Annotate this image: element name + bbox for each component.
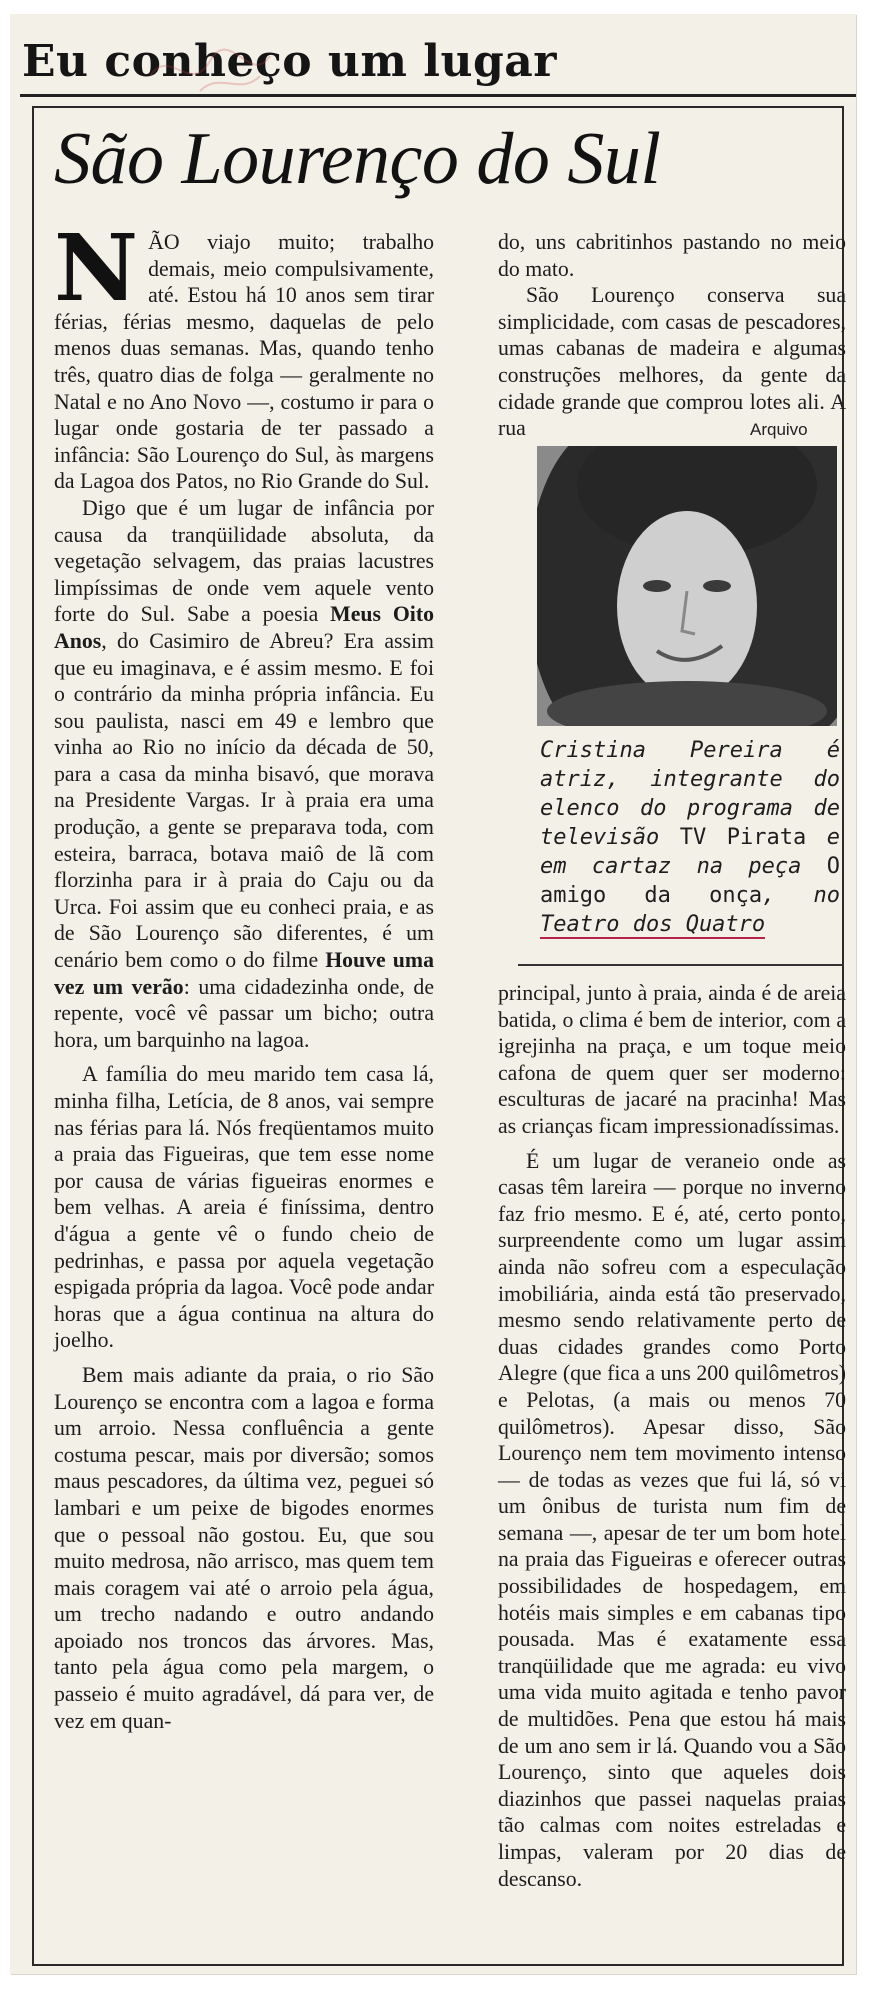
article-column-right-top [498,229,846,442]
paragraph-3: A família do meu marido tem casa lá, minha filha, Letícia, de 8 anos, vai sempre nas férias para lá. Nós freqüentamos muito a praia das Figueiras, que tem esse nome por causa de várias figueiras enormes e bem velhas. A areia é finíssima, dentro d'água a gente vê o fundo cheio de pedrinhas, e passa por aquela vegetação espigada própria da lagoa. Você pode andar horas que a água continua na altura do joelho. [54,1062,434,1353]
portrait-photo [537,446,837,726]
article-column-left [54,214,434,1734]
paragraph-1: NÃO viajo muito; trabalho demais, meio compulsivamente, até. Estou há 10 anos sem tirar férias, férias mesmo, daquelas de pelo menos duas semanas. Mas, quando tenho três, quatro dias de folga — geralmente no Natal e no Ano Novo —, costumo ir para o lugar onde gostaria de ter passado a infância: São Lourenço do Sul, às margens da Lagoa dos Patos, no Rio Grande do Sul. [54,214,434,494]
tv-program-name: TV Pirata [679,825,807,850]
theater-name: Teatro dos Quatro [540,912,766,937]
paragraph-8: É um lugar de veraneio onde as casas têm lareira — porque no inverno faz frio mesmo. E é, até, certo ponto, surpreendente como um lugar assim ainda não sofreu com a especulação imobiliária, ainda está tão preservado, mesmo sendo relativamente perto de duas cidades grandes como Porto Alegre (que fica a uns 200 quilômetros) e Pelotas, (a mais ou menos 70 quilômetros). Apesar disso, São Lourenço nem tem movimento intenso — de todas as vezes que fui lá, só vi um ônibus de turista num fim de semana —, apesar de ter um bom hotel na praia das Figueiras e oferecer outras possibilidades de hospedagem, em hotéis mais simples e em cabanas tipo pousada. Mas é exatamente essa tranqüilidade que me agrada: eu vivo uma vida muito agitada e tenho pavor de multidões. Pena que estou há mais de um ano sem ir lá. Quando vou a São Lourenço, sinto que aqueles dois diazinhos que passei naquelas praias tão calmas com noites estreladas e limpas, valeram por 20 dias de descanso. [498,1148,846,1891]
article-column-right-bottom [498,980,846,1892]
photo-caption: Cristina Pereira é atriz, integrante do elenco do programa de televisão TV Pirata e em cartaz na peça O amigo da onça, no Teatro dos Quatro [540,738,841,937]
photo-credit: Arquivo [750,420,808,439]
headline: São Lourenço do Sul [54,118,661,200]
paragraph-5: do, uns cabritinhos pastando no meio do mato. [498,230,846,281]
paragraph-2: Digo que é um lugar de infância por causa da tranqüilidade absoluta, da vegetação selvagem, das praias lacustres limpíssimas de onde vem aquele vento forte do Sul. Sabe a poesia Meus Oito Anos, do Casimiro de Abreu? Era assim que eu imaginava, e é assim mesmo. E foi o contrário da minha própria infância. Eu sou paulista, nasci em 49 e lembro que vinha ao Rio no início da década de 50, para a casa da minha bisavó, que morava na Presidente Vargas. Ir à praia era uma produção, a gente se preparava toda, com esteira, barraca, botava maiô de lã com florzinha para ir à praia do Caju ou da Urca. Foi assim que eu conheci praia, e as de São Lourenço são diferentes, é um cenário bem como o do filme Houve uma vez um verão: uma cidadezinha onde, de repente, você vê passar um bicho; outra hora, um barquinho na lagoa. [54,495,434,1052]
newspaper-clipping [10,14,856,1974]
paragraph-4: Bem mais adiante da praia, o rio São Lourenço se encontra com a lagoa e forma um arroio. Nessa confluência a gente costuma pescar, mais por diversão; somos maus pescadores, da última vez, peguei só lambari e um peixe de bigodes enormes que o pessoal não gostou. Eu, que sou muito medrosa, não arrisco, mas quem tem mais coragem vai até o arroio pela água, um trecho nadando e outro andando apoiado nos troncos das árvores. Mas, tanto pela água como pela margem, o passeio é muito agradável, dá para ver, de vez em quan- [54,1362,434,1733]
poem-title: Meus Oito Anos [54,602,434,653]
pen-scribble [140,36,300,106]
drop-cap: N [54,214,139,322]
paragraph-7: principal, junto à praia, ainda é de areia batida, o clima é bem de interior, com a igrejinha na praça, e um toque meio cafona de quem quer ser moderno: esculturas de jacaré na pracinha! Mas as crianças ficam impressionadíssimas. [498,981,846,1138]
paragraph-6: São Lourenço conserva sua simplicidade, com casas de pescadores, umas cabanas de madeira e algumas construções melhores, da gente da cidade grande que comprou lotes ali. A rua [498,283,846,441]
caption-rule [518,964,844,966]
play-name: O amigo da onça [540,854,840,908]
section-kicker: Eu conheço um lugar [22,36,557,87]
film-title: Houve uma vez um verão [54,948,434,999]
